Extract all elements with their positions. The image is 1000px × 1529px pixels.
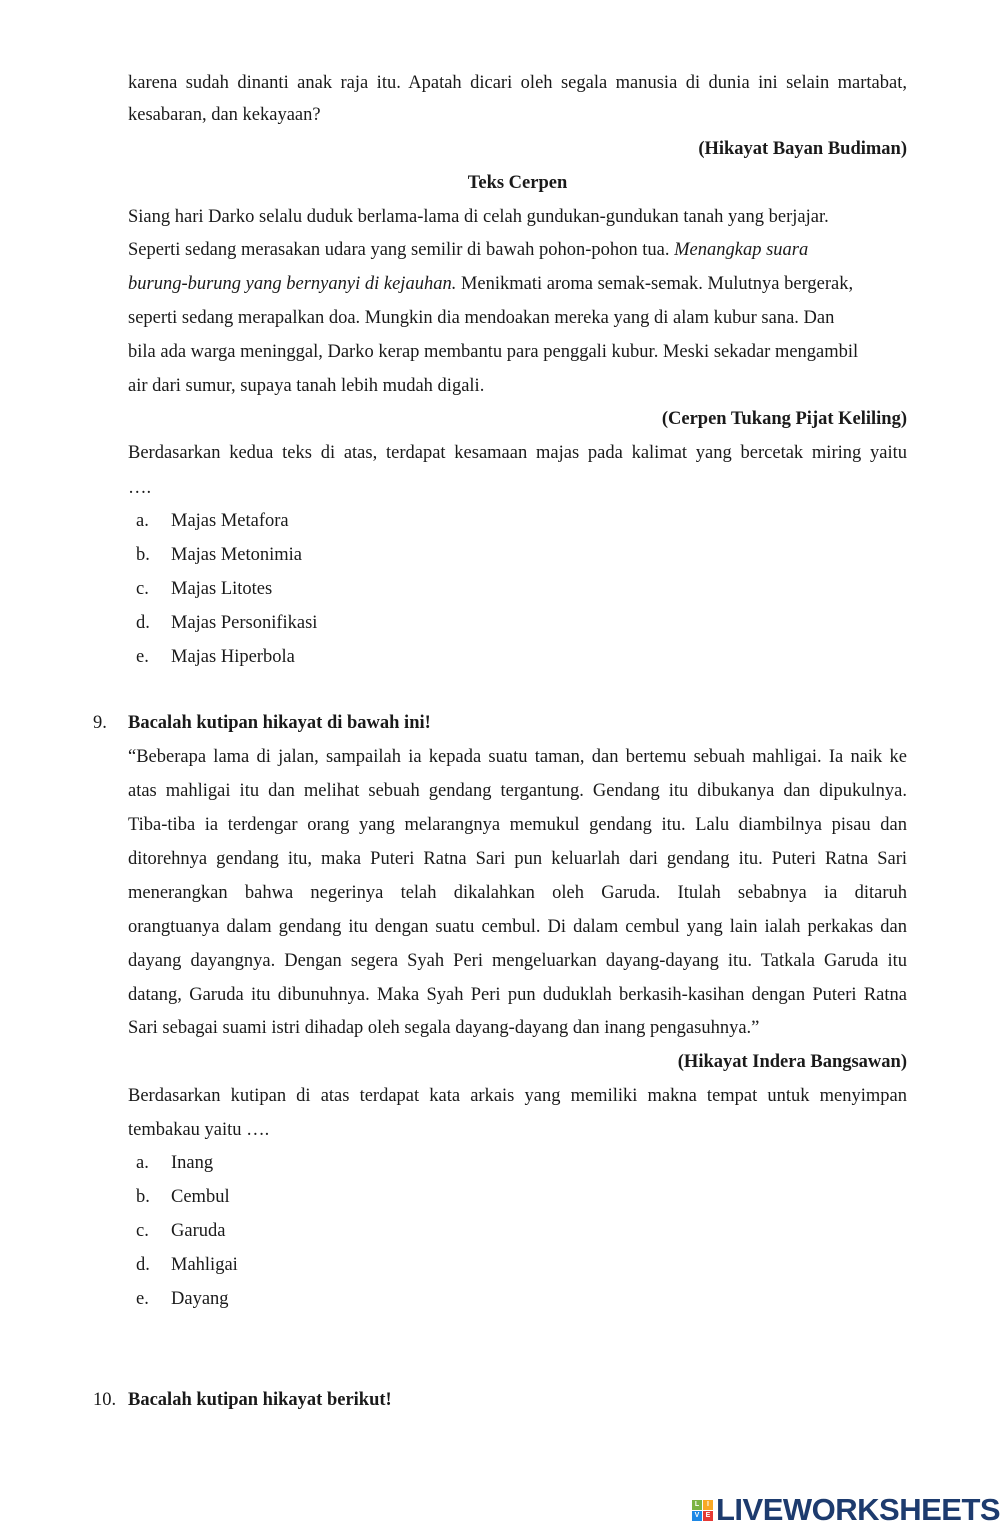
option-letter: a. <box>136 511 149 531</box>
option-b[interactable] <box>136 1185 230 1209</box>
text-line: karena sudah dinanti anak raja itu. Apatah dicari oleh segala manusia di dunia ini selain martabat, <box>128 73 907 93</box>
option-label: Majas Personifikasi <box>171 613 318 633</box>
text-line: Siang hari Darko selalu duduk berlama-lama di celah gundukan-gundukan tanah yang berjajar. <box>128 207 829 227</box>
text-line <box>128 238 907 262</box>
option-label: Dayang <box>171 1289 229 1309</box>
option-c[interactable] <box>136 577 272 601</box>
option-label: Majas Metonimia <box>171 545 303 565</box>
passage-line: atas mahligai itu dan melihat sebuah gendang tergantung. Gendang itu dibukanya dan dipukulnya. <box>128 781 907 801</box>
passage-line: orangtuanya dalam gendang itu dengan suatu cembul. Di dalam cembul yang lain ialah perkakas dan <box>128 917 907 937</box>
option-d[interactable] <box>136 611 317 635</box>
question-number: 9. <box>93 713 107 733</box>
option-letter: c. <box>136 579 149 599</box>
passage-line: “Beberapa lama di jalan, sampailah ia kepada suatu taman, dan bertemu sebuah mahligai. Ia naik ke <box>128 747 907 767</box>
logo-text: LIVEWORKSHEETS <box>716 1492 1000 1527</box>
option-label: Majas Hiperbola <box>171 647 295 667</box>
italic-segment: burung-burung yang bernyanyi di kejauhan. <box>128 274 457 294</box>
option-label: Majas Metafora <box>171 511 289 531</box>
passage-line: Sari sebagai suami istri dihadap oleh segala dayang-dayang dan inang pengasuhnya.” <box>128 1018 760 1038</box>
text-line: bila ada warga meninggal, Darko kerap membantu para penggali kubur. Meski sekadar mengambil <box>128 342 859 362</box>
italic-segment: Menangkap suara <box>674 240 809 260</box>
source-citation: (Cerpen Tukang Pijat Keliling) <box>661 409 907 429</box>
question-text: tembakau yaitu …. <box>128 1120 270 1140</box>
option-e[interactable] <box>136 1287 229 1311</box>
passage-line: ditorehnya gendang itu, maka Puteri Ratna Sari pun keluarlah dari gendang itu. Puteri Ratna Sari <box>128 849 907 869</box>
text-line: kesabaran, dan kekayaan? <box>128 105 321 125</box>
badge-letter: L <box>692 1500 702 1510</box>
text-line: seperti sedang merapalkan doa. Mungkin dia mendoakan mereka yang di alam kubur sana. Dan <box>128 308 835 328</box>
text-line <box>128 272 907 296</box>
option-label: Mahligai <box>171 1255 238 1275</box>
option-c[interactable] <box>136 1219 225 1243</box>
option-letter: c. <box>136 1221 149 1241</box>
question-text: Berdasarkan kutipan di atas terdapat kata arkais yang memiliki makna tempat untuk menyimpan <box>128 1086 907 1106</box>
badge-letter: I <box>703 1500 713 1510</box>
section-title: Teks Cerpen <box>467 173 568 193</box>
passage-line: datang, Garuda itu dibunuhnya. Maka Syah Peri pun duduklah berkasih-kasihan dengan Puteri Ratna <box>128 985 907 1005</box>
option-letter: d. <box>136 613 150 633</box>
passage-line: Tiba-tiba ia terdengar orang yang melarangnya memukul gendang itu. Lalu diambilnya pisau dan <box>128 815 907 835</box>
question-text: Berdasarkan kedua teks di atas, terdapat kesamaan majas pada kalimat yang bercetak miring yaitu <box>128 443 907 463</box>
text-segment: Seperti sedang merasakan udara yang semilir di bawah pohon-pohon tua. <box>128 240 675 260</box>
option-e[interactable] <box>136 645 295 669</box>
option-letter: b. <box>136 1187 150 1207</box>
option-label: Garuda <box>171 1221 226 1241</box>
option-letter: d. <box>136 1255 150 1275</box>
source-citation: (Hikayat Bayan Budiman) <box>698 139 907 159</box>
option-letter: e. <box>136 647 149 667</box>
option-letter: b. <box>136 545 150 565</box>
option-a[interactable] <box>136 1151 213 1175</box>
question-heading: Bacalah kutipan hikayat berikut! <box>128 1390 392 1410</box>
option-label: Cembul <box>171 1187 230 1207</box>
question-heading: Bacalah kutipan hikayat di bawah ini! <box>128 713 431 733</box>
option-label: Majas Litotes <box>171 579 273 599</box>
option-label: Inang <box>171 1153 214 1173</box>
question-number: 10. <box>93 1390 117 1410</box>
question-text: …. <box>128 478 152 498</box>
live-badge-icon <box>692 1500 713 1521</box>
source-citation: (Hikayat Indera Bangsawan) <box>677 1052 907 1072</box>
badge-letter: E <box>703 1511 713 1521</box>
liveworksheets-logo <box>692 1492 1000 1528</box>
passage-line: dayang dayangnya. Dengan segera Syah Peri mengeluarkan dayang-dayang itu. Tatkala Garuda itu <box>128 951 907 971</box>
option-letter: e. <box>136 1289 149 1309</box>
text-segment: Menikmati aroma semak-semak. Mulutnya bergerak, <box>456 274 854 294</box>
badge-letter: V <box>692 1511 702 1521</box>
option-b[interactable] <box>136 543 302 567</box>
passage-line: menerangkan bahwa negerinya telah dikalahkan oleh Garuda. Itulah sebabnya ia ditaruh <box>128 883 907 903</box>
text-line: air dari sumur, supaya tanah lebih mudah digali. <box>128 376 485 396</box>
option-letter: a. <box>136 1153 149 1173</box>
option-a[interactable] <box>136 509 289 533</box>
option-d[interactable] <box>136 1253 238 1277</box>
